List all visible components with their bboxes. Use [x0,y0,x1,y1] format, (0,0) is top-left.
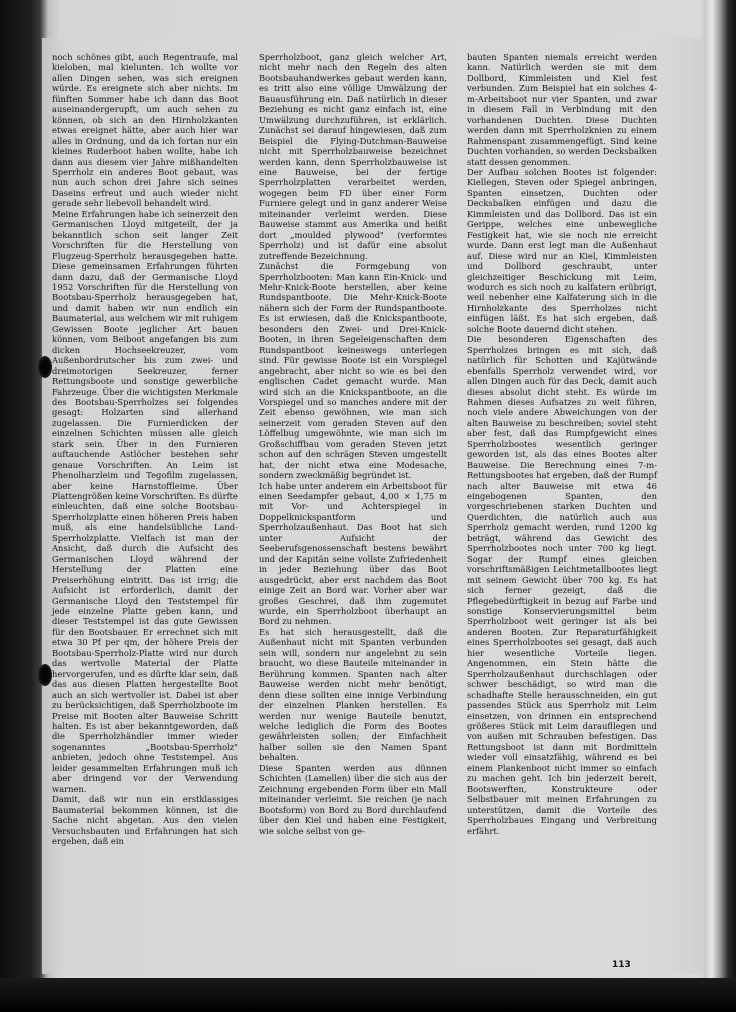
paragraph: Sperrholzboot, ganz gleich welcher Art, nicht mehr nach den Regeln des alten Bootsbauhandwerkes gebaut werden kann, es tritt also eine völlige Umwälzung der Bauausführung ein. Daß natürlich in dieser Beziehung es nicht ganz einfach ist, eine Umwälzung durchzuführen, ist erklärlich. Zunächst sei darauf hingewiesen, daß zum Beispiel die Flying-Dutchman-Bauweise nicht mit Sperrholzbauweise bezeichnet werden kann, denn Sperrholzbauweise ist eine Bauweise, bei der fertige Sperrholzplatten verarbeitet werden, wogegen beim FD über einer Form Furniere gelegt und in ganz anderer Weise miteinander verleimt werden. Diese Bauweise stammt aus Amerika und heißt dort „moulded plywood" (verformtes Sperrholz) und ist dafür eine absolut zutreffende Bezeichnung. [259,52,447,261]
paragraph: Ich habe unter anderem ein Arbeitsboot für einen Seedampfer gebaut, 4,00 × 1,75 m mit Vor- und Achterspiegel in Doppelknickspantform und Sperrholzaußenhaut. Das Boot hat sich unter Aufsicht der Seeberufsgenossenschaft bestens bewährt und der Kapitän seine vollste Zufriedenheit in jeder Beziehung über das Boot ausgedrückt, aber erst nachdem das Boot einige Zeit an Bord war. Vorher aber war großes Geschrei, daß ihm zugemutet wurde, ein Sperrholzboot überhaupt an Bord zu nehmen. [259,480,447,627]
paragraph: Diese Spanten werden aus dünnen Schichten (Lamellen) über die sich aus der Zeichnung ergebenden Form über ein Mall miteinander verleimt. Sie reichen (je nach Bootsform) von Bord zu Bord durchlaufend über den Kiel und haben eine Festigkeit, wie solche selbst von ge- [259,762,447,836]
text-column-1 [52,52,238,846]
paragraph: noch schönes gibt, auch Regentraufe, mal kieloben, mal kielunten. Ich wollte vor allen Dingen sehen, was sich ereignen würde. Es ereignete sich aber nichts. Im fünften Sommer habe ich dann das Boot auseinandergerupft, um auch sehen zu können, ob sich an den Hirnholzkanten etwas ereignet hätte, aber auch hier war alles in Ordnung, und da ich fortan nur ein kleines Ruderboot haben wollte, habe ich dann aus diesem vier Jahre mißhandelten Sperrholz ein anderes Boot gebaut, was nun auch schon drei Jahre sich seines Daseins erfreut und auch wieder nicht gerade sehr liebevoll behandelt wird. [52,52,238,209]
binding-hole-icon [38,356,52,378]
binding-hole-icon [38,664,52,686]
scan-bottom-edge [0,978,736,1012]
paragraph: Die besonderen Eigenschaften des Sperrholzes bringen es mit sich, daß natürlich für Schotten und Kajütwände ebenfalls Sperrholz verwendet wird, vor allen Dingen auch für das Deck, damit auch dieses absolut dicht steht. Es würde im Rahmen dieses Aufsatzes zu weit führen, noch viele andere Abweichungen von der alten Bauweise zu beschreiben; soviel steht aber fest, daß das Rumpfgewicht eines Sperrholzbootes wesentlich geringer geworden ist, als das eines Bootes alter Bauweise. Die Berechnung eines 7-m-Rettungsbootes hat ergeben, daß der Rumpf nach alter Bauweise mit etwa 46 eingebogenen Spanten, den vorgeschriebenen starken Duchten und Querdichten, die natürlich auch aus Sperrholz gemacht werden, rund 1200 kg beträgt, während das Gewicht des Sperrholzbootes noch unter 700 kg liegt. Sogar der Rumpf eines gleichen vorschriftsmäßigen Leichtmetallbootes liegt mit seinem Gewicht über 700 kg. Es hat sich ferner gezeigt, daß die Pflegebedürftigkeit in bezug auf Farbe und sonstige Konservierungsmittel beim Sperrholzboot weit geringer ist als bei anderen Booten. Zur Reparaturfähigkeit eines Sperrholzbootes sei gesagt, daß auch hier wesentliche Vorteile liegen. Angenommen, ein Stein hätte die Sperrholzaußenhaut durchschlagen oder schwer beschädigt, so wird man die schadhafte Stelle herausschneiden, ein gut passendes Stück aus Sperrholz mit Leim einsetzen, von drinnen ein entsprechend größeres Stück mit Leim daraufllegen und von außen mit Schrauben befestigen. Das Rettungsboot ist dann mit Bordmitteln wieder voll einsatzfähig, während es bei einem Plankenboot nicht immer so einfach zu machen geht. Ich bin jederzeit bereit, Bootswerften, Konstrukteure oder Selbstbauer mit meinen Erfahrungen zu unterstützen, damit die Vorteile des Sperrholzbaues Eingang und Verbreitung erfährt. [467,334,657,836]
page-number: 113 [612,960,631,970]
paragraph: Meine Erfahrungen habe ich seinerzeit den Germanischen Lloyd mitgeteilt, der ja bekanntlich schon seit langer Zeit Vorschriften für die Herstellung von Flugzeug-Sperrholz herausgegeben hatte. Diese gemeinsamen Erfahrungen führten dann dazu, daß der Germanische Lloyd 1952 Vorschriften für die Herstellung von Bootsbau-Sperrholz herausgegeben hat, und damit haben wir nun endlich ein Baumaterial, aus welchem wir mit ruhigem Gewissen Boote jeglicher Art bauen können, vom Beiboot angefangen bis zum dicken Hochseekreuzer, vom Außenbordrutscher bis zum zwei- und dreimotorigen Seekreuzer, ferner Rettungsboote und sonstige gewerbliche Fahrzeuge. Über die wichtigsten Merkmale des Bootsbau-Sperrholzes sei folgendes gesagt: Holzarten sind allerhand zugelassen. Die Furnierdicken der einzelnen Schichten müssen alle gleich stark sein. Über in den Furnieren auftauchende Astlöcher bestehen sehr genaue Vorschriften. An Leim ist Phenolharzleim und Tegofilm zugelassen, aber keine Harnstoffleime. Über Plattengrößen keine Vorschriften. Es dürfte einleuchten, daß eine solche Bootsbau-Sperrholzplatte einen höheren Preis haben muß, als eine handelsübliche Land-Sperrholzplatte. Vielfach ist man der Ansicht, daß durch die Aufsicht des Germanischen Lloyd während der Herstellung der Platten eine Preiserhöhung eintritt. Das ist irrig; die Aufsicht ist erforderlich, damit der Germanische Lloyd den Teststempel für jede einzelne Platte geben kann, und dieser Teststempel ist das gute Gewissen für den Bootsbauer. Er errechnet sich mit etwa 30 Pf per qm, der höhere Preis der Bootsbau-Sperrholz-Platte wird nur durch das wertvolle Material der Platte hervorgerufen, und es dürfte klar sein, daß das aus diesen Platten hergestellte Boot auch an sich wertvoller ist. Dabei ist aber zu berücksichtigen, daß Sperrholzboote im Preise mit Booten alter Bauweise Schritt halten. Es ist aber bekanntgeworden, daß die Sperrholzhändler immer wieder sogenanntes „Bootsbau-Sperrholz" anbieten, jedoch ohne Teststempel. Aus leider gesammelten Erfahrungen muß ich aber dringend vor der Verwendung warnen. [52,208,238,794]
paragraph: bauten Spanten niemals erreicht werden kann. Natürlich werden sie mit dem Dollbord, Kimmleisten und Kiel fest verbunden. Zum Beispiel hat ein solches 4-m-Arbeitsboot nur vier Spanten, und zwar in diesem Fall in Verbindung mit den vorhandenen Duchten. Diese Duchten werden dann mit Sperrholzknien zu einem Rahmenspant zusammengefügt. Sind keine Duchten vorhanden, so werden Decksbalken statt dessen genommen. [467,52,657,167]
text-column-2 [259,52,447,836]
paragraph: Der Aufbau solchen Bootes ist folgender: Kiellegen, Steven oder Spiegel anbringen, Spanten einsetzen, Duchten oder Decksbalken einfügen und dazu die Kimmleisten und das Dollbord. Das ist ein Gerippe, welches eine unbewegliche Festigkeit hat, wie sie noch nie erreicht wurde. Dann erst legt man die Außenhaut auf. Diese wird nur an Kiel, Kimmleisten und Dollbord geschraubt, unter gleichzeitiger Beschickung mit Leim, wodurch es sich noch zu kalfatern erübrigt, weil nebenher eine Kalfaterung sich in die Hirnholzkante des Sperrholzes nicht einfügen läßt. Es hat sich ergeben, daß solche Boote dauernd dicht stehen. [467,166,657,334]
paragraph: Damit, daß wir nun ein erstklassiges Baumaterial bekommen können, ist die Sache nicht abgetan. Aus den vielen Versuchsbauten und Erfahrungen hat sich ergeben, daß ein [52,794,238,846]
text-column-3 [467,52,657,836]
paragraph: Es hat sich herausgestellt, daß die Außenhaut nicht mit Spanten verbunden sein will, sondern nur angelehnt zu sein braucht, wo diese Bauteile miteinander in Berührung kommen. Spanten nach alter Bauweise werden nicht mehr benötigt, denn diese sollten eine innige Verbindung der einzelnen Planken herstellen. Es werden nur wenige Bauteile benutzt, welche lediglich die Form des Bootes gewährleisten sollen; der Einfachheit halber sollen sie den Namen Spant behalten. [259,626,447,763]
page-stack-edge [706,0,736,1012]
paragraph: Zunächst die Formgebung von Sperrholzbooten: Man kann Ein-Knick- und Mehr-Knick-Boote herstellen, aber keine Rundspantboote. Die Mehr-Knick-Boote nähern sich der Form der Rundspantboote. Es ist erwiesen, daß die Knickspantboote, besonders den Zwei- und Drei-Knick-Booten, in ihren Segeleigenschaften dem Rundspantboot keineswegs unterlegen sind. Für gewisse Boote ist ein Vorspiegel angebracht, aber nicht so wie es bei den englischen Cadet gemacht wurde. Man wird sich an die Knickspantboote, an die Vorspiegel und so manches andere mit der Zeit ebenso gewöhnen, wie man sich seinerzeit vom geraden Steven auf den Löffelbug umgewöhnte, wie man sich im Großschiffbau vom geraden Steven jetzt schon auf den schrägen Steven umgestellt hat, der nicht etwa eine Modesache, sondern zweckmäßig begründet ist. [259,261,447,481]
